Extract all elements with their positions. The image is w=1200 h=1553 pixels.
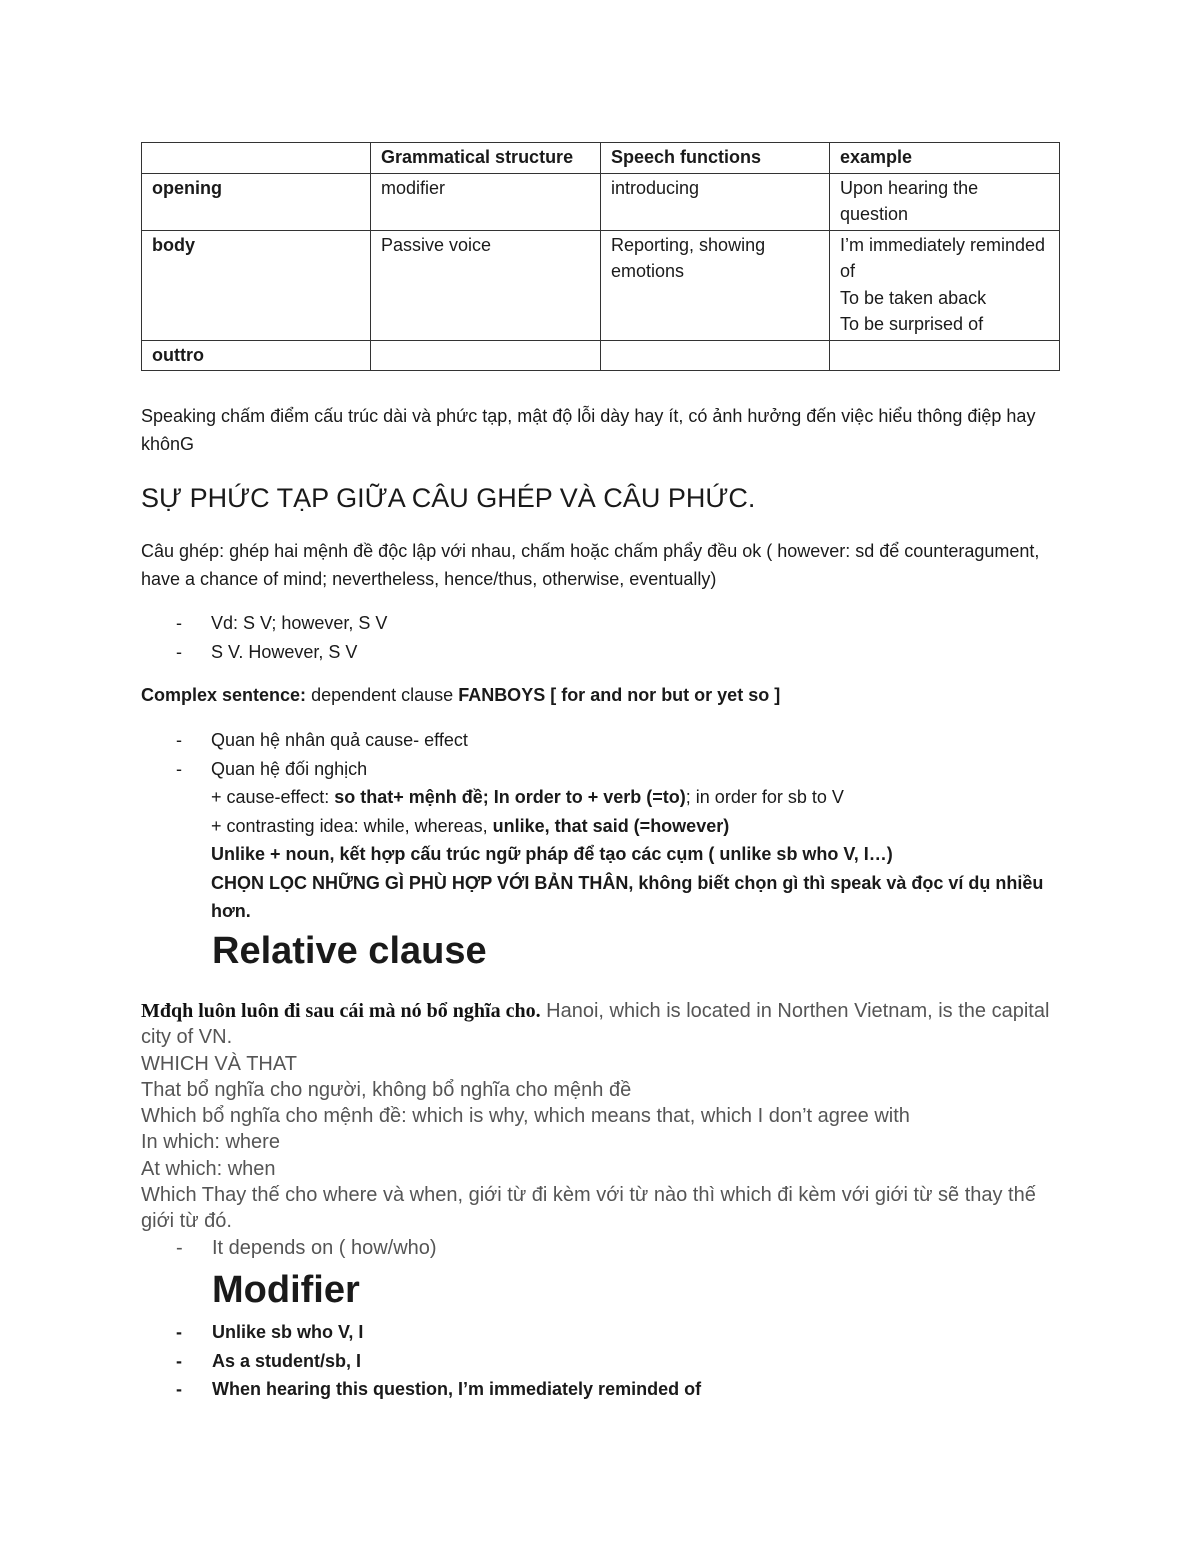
table-header-cell: example [830, 143, 1060, 174]
row-label: body [142, 230, 371, 340]
note-line: In which: where [141, 1131, 280, 1154]
dash-marker: - [176, 1322, 182, 1342]
list-item [176, 638, 1056, 667]
modifier-heading: Modifier [212, 1269, 360, 1311]
complex-label: Complex sentence: [141, 685, 307, 705]
table-cell: modifier [371, 173, 601, 230]
example-line: To be taken aback [840, 287, 987, 308]
list-item-text: S V. However, S V [211, 641, 358, 662]
example-line: To be surprised of [840, 314, 984, 334]
list-item [176, 609, 1056, 638]
cause-suffix: ; in order for sb to V [685, 787, 844, 807]
row-label: opening [142, 173, 371, 230]
speaking-note: Speaking chấm điểm cấu trúc dài và phức tạp, mật độ lỗi dày hay ít, có ảnh hưởng đến việc hiểu thông điệp hay khônG [141, 406, 1036, 454]
compound-bullets [176, 609, 1056, 666]
contrast-prefix: + contrasting idea: while, whereas, [211, 815, 493, 836]
table-row [142, 173, 1060, 230]
cause-prefix: + cause-effect: [211, 787, 335, 807]
table-cell: introducing [601, 173, 830, 230]
list-item [141, 1235, 1066, 1261]
table-header-row [142, 143, 1060, 174]
unlike-line: Unlike + noun, kết hợp cấu trúc ngữ pháp để tạo các cụm ( unlike sb who V, I…) [211, 844, 893, 864]
table-cell [830, 173, 1060, 230]
table-cell [830, 230, 1060, 340]
table-cell [601, 340, 830, 371]
list-item [176, 1318, 1056, 1347]
contrast-line [211, 812, 1056, 841]
list-item [176, 1375, 1056, 1404]
list-item-text: When hearing this question, I’m immediately reminded of [212, 1379, 702, 1399]
list-item [176, 726, 1056, 755]
list-item [176, 1347, 1056, 1376]
list-item-text: It depends on ( how/who) [212, 1236, 437, 1259]
list-item-text: Unlike sb who V, I [212, 1322, 364, 1342]
table-row [142, 230, 1060, 340]
cause-effect-line [211, 783, 1056, 812]
dash-marker: - [176, 1236, 183, 1259]
list-item-text: Vd: S V; however, S V [211, 613, 388, 633]
relative-clause-notes [141, 998, 1066, 1261]
table-cell [830, 340, 1060, 371]
list-item-text: As a student/sb, I [212, 1350, 362, 1371]
cause-bold: so that+ mệnh đề; In order to + verb (=to) [334, 787, 686, 807]
table-cell [371, 340, 601, 371]
example-line: Upon hearing the question [840, 177, 979, 224]
note-line: At which: when [141, 1157, 276, 1180]
table-header-cell: Speech functions [601, 143, 830, 174]
relative-lead-line [141, 998, 1066, 1051]
list-item-text: Quan hệ nhân quả cause- effect [211, 730, 468, 750]
dash-marker: - [176, 641, 182, 662]
note-line: That bổ nghĩa cho người, không bổ nghĩa cho mệnh đề [141, 1078, 632, 1101]
list-item-text: Quan hệ đối nghịch [211, 758, 368, 779]
table-cell: Passive voice [371, 230, 601, 340]
note-line: Which bổ nghĩa cho mệnh đề: which is why, which means that, which I don’t agree with [141, 1105, 910, 1128]
list-item [176, 755, 1056, 926]
example-line: I’m immediately reminded of [840, 234, 1046, 281]
table-header-cell [142, 143, 371, 174]
relative-example: Hanoi, which is located in Northen Vietnam, is the capital city of VN. [141, 1000, 1050, 1049]
row-label: outtro [142, 340, 371, 371]
note-line: Which Thay thế cho where và when, giới từ đi kèm với từ nào thì which đi kèm với giới từ sẽ thay thế giới từ đó. [141, 1184, 1036, 1233]
relative-clause-heading: Relative clause [212, 930, 487, 972]
table-cell: Reporting, showing emotions [601, 230, 830, 340]
dash-marker: - [176, 613, 182, 633]
dash-marker: - [176, 1350, 182, 1371]
note-line: WHICH VÀ THAT [141, 1052, 297, 1075]
table-row [142, 340, 1060, 371]
dash-marker: - [176, 758, 182, 779]
compound-description: Câu ghép: ghép hai mệnh đề độc lập với nhau, chấm hoặc chấm phẩy đều ok ( however: sd để counteragument, have a chance of mind; nevertheless, hence/thus, otherwise, eventually) [141, 541, 1040, 589]
dash-marker: - [176, 730, 182, 750]
dash-marker: - [176, 1379, 182, 1399]
complex-sentence-line [141, 681, 1061, 709]
complex-bullets [176, 726, 1056, 926]
modifier-list [176, 1318, 1056, 1404]
structure-table [141, 142, 1060, 371]
choose-line: CHỌN LỌC NHỮNG GÌ PHÙ HỢP VỚI BẢN THÂN, không biết chọn gì thì speak và đọc ví dụ nhiều hơn. [211, 872, 1044, 921]
table-header-cell: Grammatical structure [371, 143, 601, 174]
contrast-bold: unlike, that said (=however) [492, 815, 730, 836]
complex-text: dependent clause [306, 685, 459, 705]
relative-lead: Mđqh luôn luôn đi sau cái mà nó bổ nghĩa cho. [141, 1000, 541, 1022]
section-title: SỰ PHỨC TẠP GIỮA CÂU GHÉP VÀ CÂU PHỨC. [141, 483, 756, 513]
fanboys-text: FANBOYS [ for and nor but or yet so ] [458, 685, 781, 705]
